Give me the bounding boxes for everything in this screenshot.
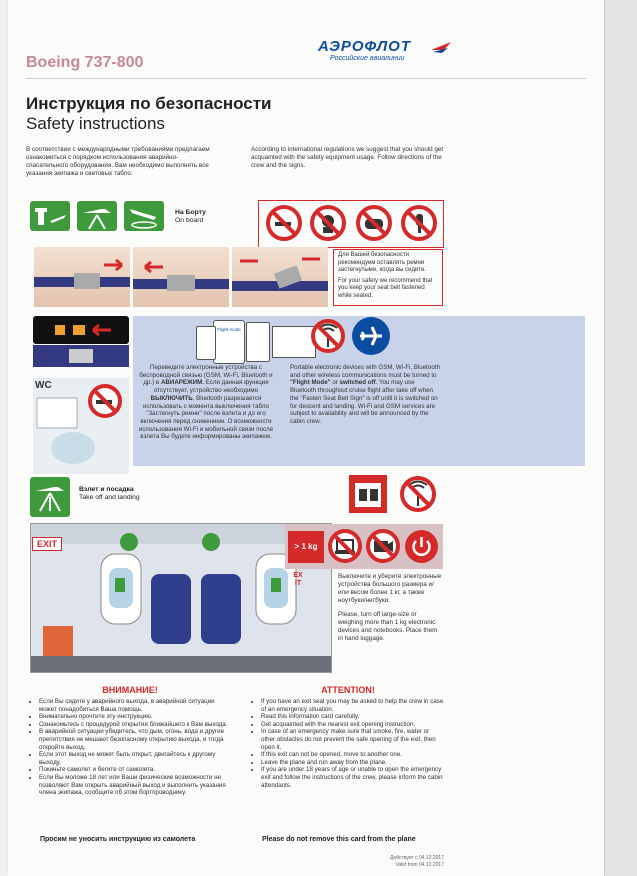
flight-mode-label: Flight mode xyxy=(217,327,241,332)
attention-en-heading: ATTENTION! xyxy=(321,685,375,695)
seatbelt-buckle-photo xyxy=(33,345,129,367)
large-items-ru: Выключите и уберите электронные устройства большого размера и/или весом более 1 кг, а также ноутбуки/нетбуки. xyxy=(338,573,442,604)
header-divider xyxy=(26,78,586,79)
weight-limit-badge: > 1 kg xyxy=(288,531,324,563)
exit-sign-vertical: EXIT xyxy=(293,572,303,587)
seatbelt-tighten-photo xyxy=(133,247,229,307)
attention-en-section xyxy=(252,685,444,789)
seatbelt-fasten-photo xyxy=(34,247,130,307)
carry-on-storage-icon xyxy=(349,475,387,513)
takeoff-label-ru: Взлет и посадка xyxy=(79,486,134,493)
list-item: • Get acquainted with the nearest exit opening instruction. xyxy=(261,721,444,729)
seatbelt-sign-icon xyxy=(33,316,129,344)
list-item: • Покиньте самолет и бегите от самолета. xyxy=(39,766,230,774)
list-item: • If this exit can not be opened, move to another one. xyxy=(261,751,444,759)
intro-en: According to international regulations we suggest that you should get acquainted with the safety equipment usage. Follow directions of the crew and the signs. xyxy=(251,146,444,169)
list-item: • Если этот выход не может быть открыт, двигайтесь к другому выходу. xyxy=(39,751,230,766)
no-signal-icon xyxy=(311,319,345,353)
page-title-ru: Инструкция по безопасности xyxy=(26,94,272,113)
footer-note-en: Please do not remove this card from the plane xyxy=(262,836,416,843)
no-toys-icon xyxy=(310,205,346,241)
devices-en-flight-mode: "Flight Mode" xyxy=(290,379,331,387)
list-item: • Если Вы сидите у аварийного выхода, в аварийной ситуации может понадобиться Ваша помощь. xyxy=(39,698,230,713)
wc-label: WC xyxy=(35,380,52,391)
no-smoking-lavatory-icon xyxy=(88,384,122,418)
list-item: • If you have an exit seat you may be asked to help the crew in case of an emergency situation. xyxy=(261,698,444,713)
footer-note-ru: Просим не уносить инструкцию из самолета xyxy=(40,836,196,843)
list-item: • В аварийной ситуации убедитесь, что дым, огонь, вода и другие препятствия не мешают безопасному открытию выхода, и тогда откройте выход. xyxy=(39,728,230,751)
devices-en-part: . You may use Bluetooth throughout cruise flight after take off when the "Fasten Seat Belt Sign" is off until it is switched on for descent and landing. Wi-Fi and GSM services are subject to availability and will be announced by the cabin crew. xyxy=(290,379,438,425)
devices-text-ru xyxy=(136,364,276,441)
page-title-en: Safety instructions xyxy=(26,114,165,133)
devices-ru-switch-off: ВЫКЛЮЧИТЬ xyxy=(150,394,193,402)
devices-ru-airmode: АВИАРЕЖИМ xyxy=(160,379,203,387)
phone-airplane-mode-icon xyxy=(213,320,245,364)
takeoff-label-en: Take off and landing xyxy=(79,494,140,501)
exit-sign: EXIT xyxy=(32,537,62,551)
large-items-text xyxy=(338,573,442,643)
no-gaming-icon xyxy=(356,205,392,241)
list-item: • Ознакомьтесь с процедурой открытия ближайшего к Вам выхода. xyxy=(39,721,230,729)
attention-ru-section xyxy=(30,685,230,797)
attention-en-list xyxy=(252,698,444,789)
list-item: • Если Вы моложе 18 лет или Ваши физические возможности не позволяют Вам открыть аварийный выход и выполнить указания члена экипажа, сообщите об этом бортпроводнику. xyxy=(39,774,230,797)
on-board-label-ru: На Борту xyxy=(175,209,206,216)
list-item: • If you are under 18 years of age or unable to open the emergency exit and follow the instructions of the crew, please inform the cabin attendants. xyxy=(261,766,444,789)
devices-en-part: Portable electronic devices with GSM, Wi-Fi, Bluetooth and other wireless communications must be turned to xyxy=(290,364,440,379)
tablet-icon xyxy=(246,322,270,362)
takeoff-label xyxy=(79,486,140,502)
airplane-mode-icon xyxy=(352,317,390,355)
devices-en-part: or xyxy=(330,379,340,387)
attention-ru-list xyxy=(30,698,230,797)
page-edge xyxy=(606,0,637,876)
no-camera-icon xyxy=(366,529,400,563)
logo-text: АЭРОФЛОТ xyxy=(318,38,412,55)
seatbelt-note xyxy=(333,249,443,306)
airport-icon xyxy=(30,201,70,231)
no-laptop-icon xyxy=(328,529,362,563)
seatbelt-note-en: For your safety we recommend that you keep your seat belt fastened while seated. xyxy=(338,277,433,299)
no-wireless-icon xyxy=(400,476,436,512)
no-microphone-icon xyxy=(401,205,437,241)
airline-logo xyxy=(318,38,458,62)
attention-ru-heading: ВНИМАНИЕ! xyxy=(102,685,158,695)
winged-emblem-icon xyxy=(430,38,452,56)
devices-ru-part: Переведите электронные устройства с беспроводной связью (GSM, Wi-Fi, Bluetooth и др.) в xyxy=(139,364,273,387)
aircraft-model: Boeing 737-800 xyxy=(26,54,144,71)
intro-ru: В соответствии с международными требованиями предлагаем ознакомиться с порядком использования аварийно-спасательного оборудования. Вам необходимо выполнять все указания экипажа и световых табло. xyxy=(26,146,210,177)
validity-date xyxy=(360,855,444,869)
devices-en-switched-off: switched off xyxy=(339,379,376,387)
power-icon xyxy=(405,530,438,563)
large-items-en: Please, turn off large-size or weighing more than 1 kg electronic devices and notebooks. Place them in hand luggage. xyxy=(338,611,438,642)
devices-ru-part: . Bluetooth разрешается использовать с момента выключения табло "Застегнуть ремни" после взлета и до его включения перед снижением. О возможности использования Wi-Fi и мобильной связи после взлета Вы будете информированы экипажем. xyxy=(138,394,274,441)
list-item: • Внимательно прочтите эту инструкцию. xyxy=(39,713,230,721)
smartphone-icon xyxy=(196,326,216,360)
takeoff-icon xyxy=(77,201,117,231)
on-board-label-en: On board xyxy=(175,217,204,224)
laptop-icon xyxy=(272,326,316,358)
devices-text-en xyxy=(290,364,440,426)
takeoff-landing-icon xyxy=(30,477,70,517)
on-board-label xyxy=(175,209,206,225)
validity-ru: Действует с 04.12.2017 xyxy=(390,855,444,861)
seatbelt-note-ru: Для Вашей безопасности рекомендуем оставлять ремни застегнутыми, когда вы сидите. xyxy=(338,252,426,273)
landing-icon xyxy=(124,201,164,231)
list-item: • Leave the plane and run away from the plane. xyxy=(261,759,444,767)
logo-subtext: Российские авиалинии xyxy=(330,55,405,62)
seatbelt-release-photo xyxy=(232,247,328,307)
devices-ru-part: . Если данная функция отсутствует, устройство необходимо xyxy=(153,379,269,395)
validity-en: Valid from 04.12.2017 xyxy=(395,862,444,868)
list-item: • Read this information card carefully. xyxy=(261,713,444,721)
list-item: • In case of an emergency make sure that smoke, fire, water or other obstacles do not prevent the safe opening of the exit, then open it. xyxy=(261,728,444,751)
no-smoking-icon xyxy=(266,205,302,241)
